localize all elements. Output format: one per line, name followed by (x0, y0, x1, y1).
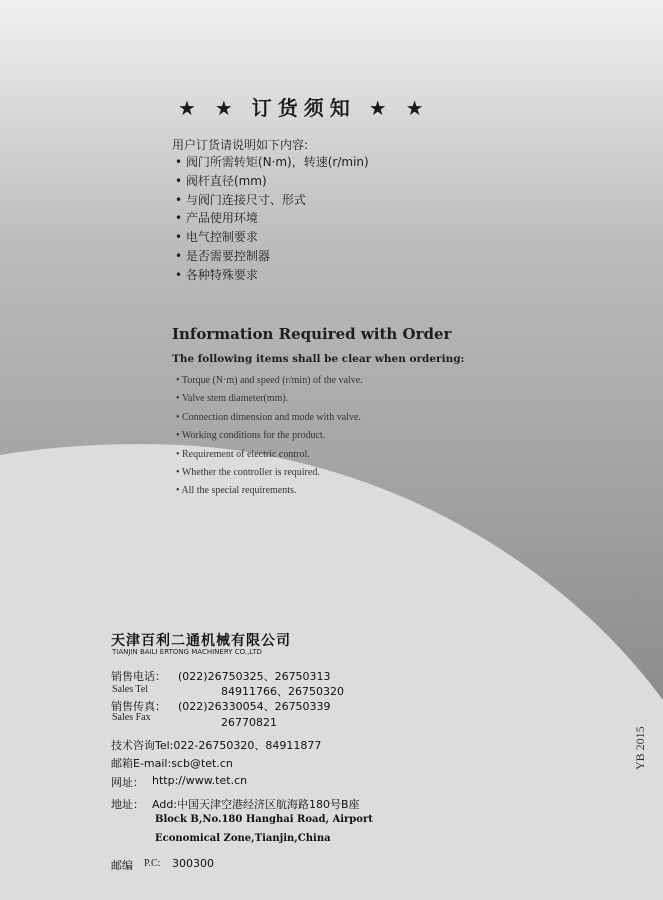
address-cn: Add:中国天津空港经济区航海路180号B座 (152, 798, 360, 811)
list-item: • Connection dimension and mode with valve. (176, 411, 361, 423)
web-link[interactable]: http://www.tet.cn (152, 774, 248, 787)
sales-tel-line1: (022)26750325、26750313 (178, 670, 331, 683)
list-item: • 各种特殊要求 (175, 267, 258, 282)
sales-fax-line1: (022)26330054、26750339 (178, 700, 331, 713)
list-item: • Requirement of electric control. (176, 448, 310, 460)
web-label: 网址： (111, 776, 144, 789)
list-item: • 阀门所需转矩(N·m)，转速(r/min) (175, 155, 369, 169)
company-name-en: TIANJIN BAILI ERTONG MACHINERY CO.,LTD (112, 648, 262, 656)
list-item: • Whether the controller is required. (176, 467, 320, 479)
list-item: • 产品使用环境 (175, 211, 258, 226)
tech-support: 技术咨询Tel:022-26750320、84911877 (111, 739, 322, 752)
edition-mark: YB 2015 (633, 726, 647, 770)
list-item: • 与阀门连接尺寸、形式 (175, 192, 306, 207)
order-info-cn-list (175, 153, 369, 285)
list-item: • 电气控制要求 (175, 230, 258, 245)
sales-fax-line2: 26770821 (221, 716, 277, 729)
email: 邮箱E-mail:scb@tet.cn (111, 757, 233, 770)
order-info-cn-title: ★ ★ 订货须知 ★ ★ (178, 96, 430, 120)
address-en-line2: Economical Zone,Tianjin,China (155, 833, 331, 844)
address-en-line1: Block B,No.180 Hanghai Road, Airport (155, 814, 373, 825)
list-item: • Valve stem diameter(mm). (176, 393, 289, 405)
sales-tel-line2: 84911766、26750320 (221, 685, 344, 698)
postcode: 300300 (172, 857, 214, 870)
list-item: • Torque (N·m) and speed (r/min) of the valve. (176, 375, 363, 386)
order-info-en-intro: The following items shall be clear when ordering: (172, 353, 465, 365)
order-info-en-title: Information Required with Order (172, 325, 452, 343)
company-name-cn: 天津百利二通机械有限公司 (111, 633, 291, 649)
sales-fax-label: 销售传真： (111, 700, 166, 713)
postcode-label-en: P.C: (144, 858, 161, 869)
list-item: • 阀杆直径(mm) (175, 173, 267, 188)
list-item: • Working conditions for the product. (176, 430, 326, 442)
sales-tel-label-en: Sales Tel (112, 684, 149, 695)
sales-fax-label-en: Sales Fax (112, 712, 151, 723)
list-item: • All the special requirements. (176, 485, 297, 497)
sales-tel-label: 销售电话： (111, 670, 166, 683)
list-item: • 是否需要控制器 (175, 248, 270, 263)
order-info-cn-intro: 用户订货请说明如下内容: (172, 138, 309, 152)
address-label: 地址： (111, 798, 144, 811)
postcode-label: 邮编 (111, 859, 133, 872)
order-info-en-list (176, 372, 363, 501)
